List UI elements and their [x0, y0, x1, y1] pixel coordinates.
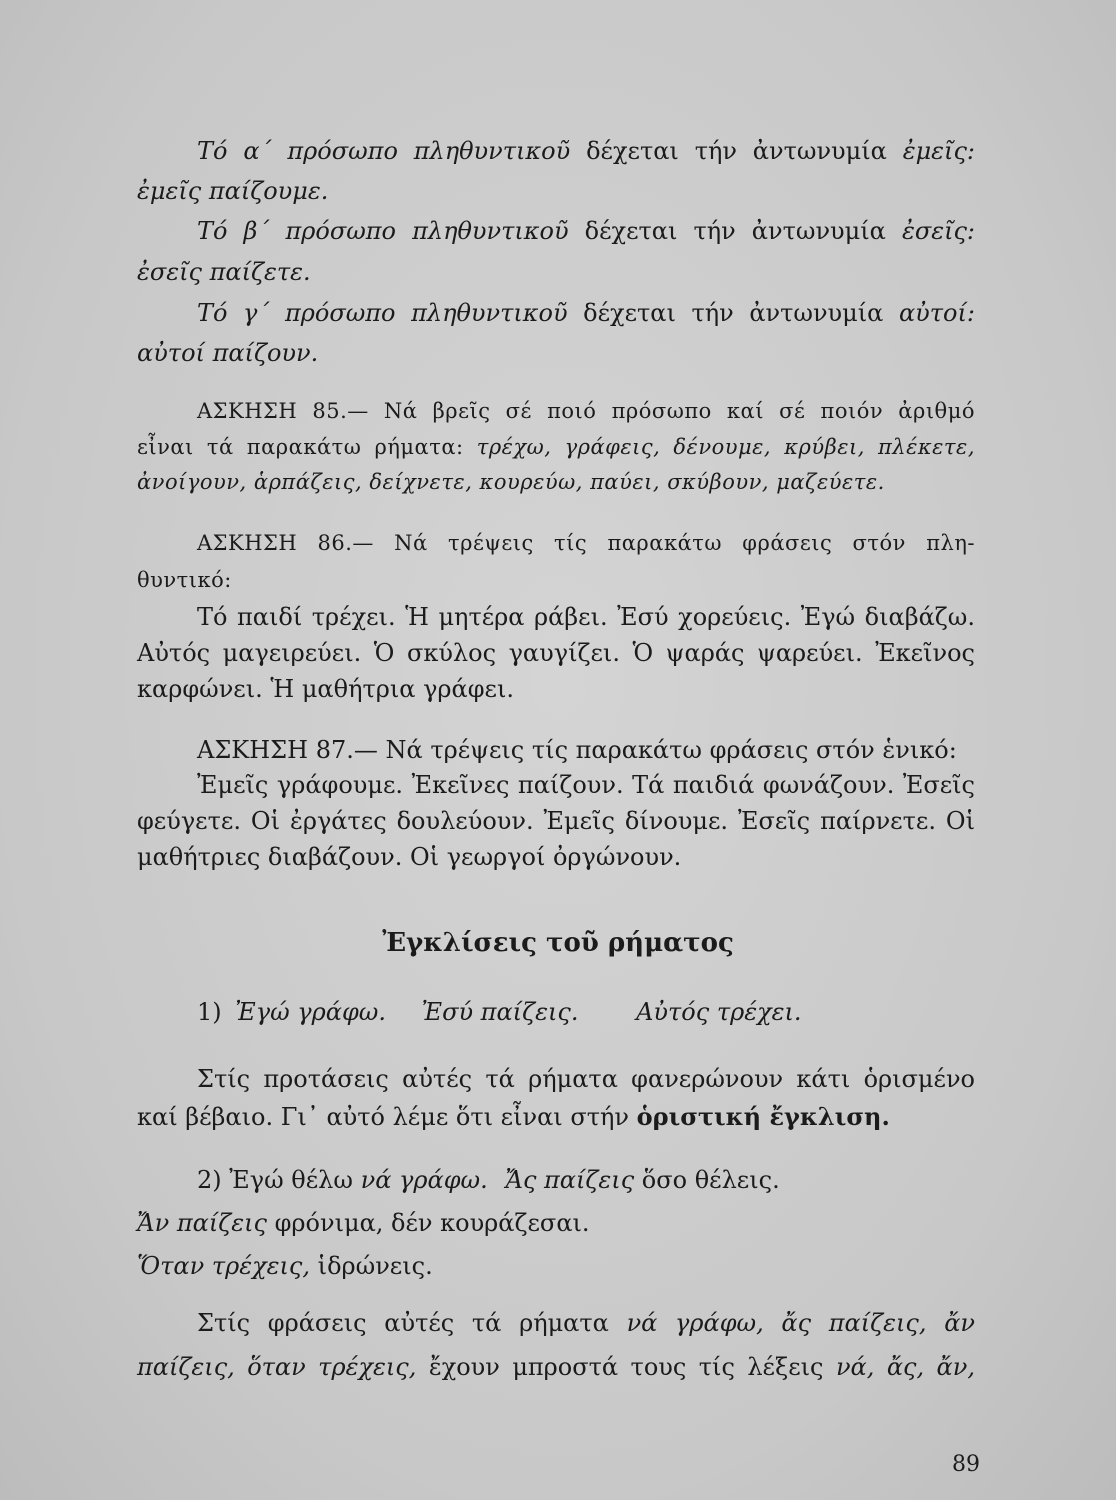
example1-c: Αὐτός τρέχει. — [636, 998, 802, 1026]
example1-b: Ἐσύ παίζεις. — [421, 998, 579, 1026]
ex86-line3: Τό παιδί τρέχει. Ἡ μητέρα ράβει. Ἐσύ χορεύεις. Ἐγώ διαβάζω. — [197, 603, 975, 631]
para5-line1b: νά γράφω, ἄς παίζεις, ἄν — [626, 1309, 975, 1337]
para1-pronoun: ἐμεῖς: — [902, 137, 975, 165]
para1-mid: δέχεται τήν ἀντωνυμία — [586, 137, 887, 165]
ex85-line1: ΑΣΚΗΣΗ 85.— Νά βρεῖς σέ ποιό πρόσωπο καί σέ ποιόν ἀριθμό — [197, 399, 975, 423]
ex85-line3: ἀνοίγουν, ἁρπάζεις, δείχνετε, κουρεύω, παύει, σκύβουν, μαζεύετε. — [137, 470, 885, 494]
section-heading: Ἐγκλίσεις τοῦ ρήματος — [382, 928, 734, 958]
para1-example: ἐμεῖς παίζουμε. — [137, 177, 329, 205]
example1-number: 1) — [197, 998, 222, 1026]
ex86-line4: Αὐτός μαγειρεύει. Ὁ σκύλος γαυγίζει. Ὁ ψαράς ψαρεύει. Ἐκεῖνος — [137, 639, 975, 667]
ex87-line3: φεύγετε. Οἱ ἐργάτες δουλεύουν. Ἐμεῖς δίνουμε. Ἐσεῖς παίρνετε. Οἱ — [137, 807, 975, 835]
para2-intro: Τό β΄ πρόσωπο πληθυντικοῦ — [197, 217, 569, 245]
ex87-line1: ΑΣΚΗΣΗ 87.— Νά τρέψεις τίς παρακάτω φράσεις στόν ἑνικό: — [197, 736, 957, 764]
para4-line2 — [137, 1100, 975, 1134]
para3-intro: Τό γ΄ πρόσωπο πληθυντικοῦ — [197, 299, 568, 327]
para5-line2c: νά, ἄς, ἄν, — [835, 1353, 975, 1381]
ex86-line2: θυντικό: — [137, 568, 232, 592]
para3-line1 — [197, 296, 975, 330]
ex85-line2-verbs: τρέχω, γράφεις, δένουμε, κρύβει, πλέκετε, — [476, 435, 975, 459]
para5-line1 — [197, 1306, 975, 1340]
example2-d2: ἱδρώνεις. — [317, 1252, 433, 1280]
para2-mid: δέχεται τήν ἀντωνυμία — [584, 217, 886, 245]
page-number: 89 — [952, 1452, 980, 1477]
para5-line2b: ἔχουν μπροστά τους τίς λέξεις — [428, 1353, 824, 1381]
para5-line2 — [137, 1350, 975, 1384]
example2-number: 2) — [197, 1166, 222, 1194]
example2-line1 — [197, 1163, 975, 1197]
example2-line3 — [137, 1249, 975, 1283]
example2-a2: νά γράφω. — [360, 1166, 488, 1194]
ex87-line2: Ἐμεῖς γράφουμε. Ἐκεῖνες παίζουν. Τά παιδιά φωνάζουν. Ἐσεῖς — [197, 771, 975, 799]
example2-b1: Ἄς παίζεις — [505, 1166, 635, 1194]
example2-a1: Ἐγώ θέλω — [229, 1166, 353, 1194]
para4-line2-text: καί βέβαιο. Γι᾽ αὐτό λέμε ὅτι εἶναι στήν — [137, 1103, 629, 1131]
para3-mid: δέχεται τήν ἀντωνυμία — [583, 299, 884, 327]
para2-example: ἐσεῖς παίζετε. — [137, 258, 311, 286]
para5-line2a: παίζεις, ὅταν τρέχεις, — [137, 1353, 417, 1381]
para3-pronoun: αὐτοί: — [898, 299, 975, 327]
example2-d1: Ὅταν τρέχεις, — [137, 1252, 311, 1280]
ex86-line1: ΑΣΚΗΣΗ 86.— Νά τρέψεις τίς παρακάτω φράσεις στόν πλη- — [197, 531, 975, 555]
para2-line1 — [197, 214, 975, 248]
example2-line2 — [137, 1206, 975, 1240]
para1-intro: Τό α΄ πρόσωπο πληθυντικοῦ — [197, 137, 571, 165]
ex87-line4: μαθήτριες διαβάζουν. Οἱ γεωργοί ὀργώνουν. — [137, 843, 682, 871]
ex85-line2-text: εἶναι τά παρακάτω ρήματα: — [137, 435, 464, 459]
example2-b2: ὅσο θέλεις. — [641, 1166, 780, 1194]
example2-c2: φρόνιμα, δέν κουράζεσαι. — [274, 1209, 590, 1237]
example2-c1: Ἄν παίζεις — [137, 1209, 267, 1237]
ex86-line5: καρφώνει. Ἡ μαθήτρια γράφει. — [137, 675, 515, 703]
para4-line1: Στίς προτάσεις αὐτές τά ρήματα φανερώνουν κάτι ὁρισμένο — [197, 1065, 975, 1093]
ex85-line2 — [137, 430, 975, 464]
para3-example: αὐτοί παίζουν. — [137, 339, 319, 367]
para5-line1a: Στίς φράσεις αὐτές τά ρήματα — [197, 1309, 609, 1337]
para1-line1 — [197, 134, 975, 168]
example1 — [197, 995, 975, 1029]
para4-term: ὁριστική ἔγκλιση. — [636, 1102, 890, 1131]
example1-a: Ἐγώ γράφω. — [235, 998, 386, 1026]
para2-pronoun: ἐσεῖς: — [901, 217, 976, 245]
